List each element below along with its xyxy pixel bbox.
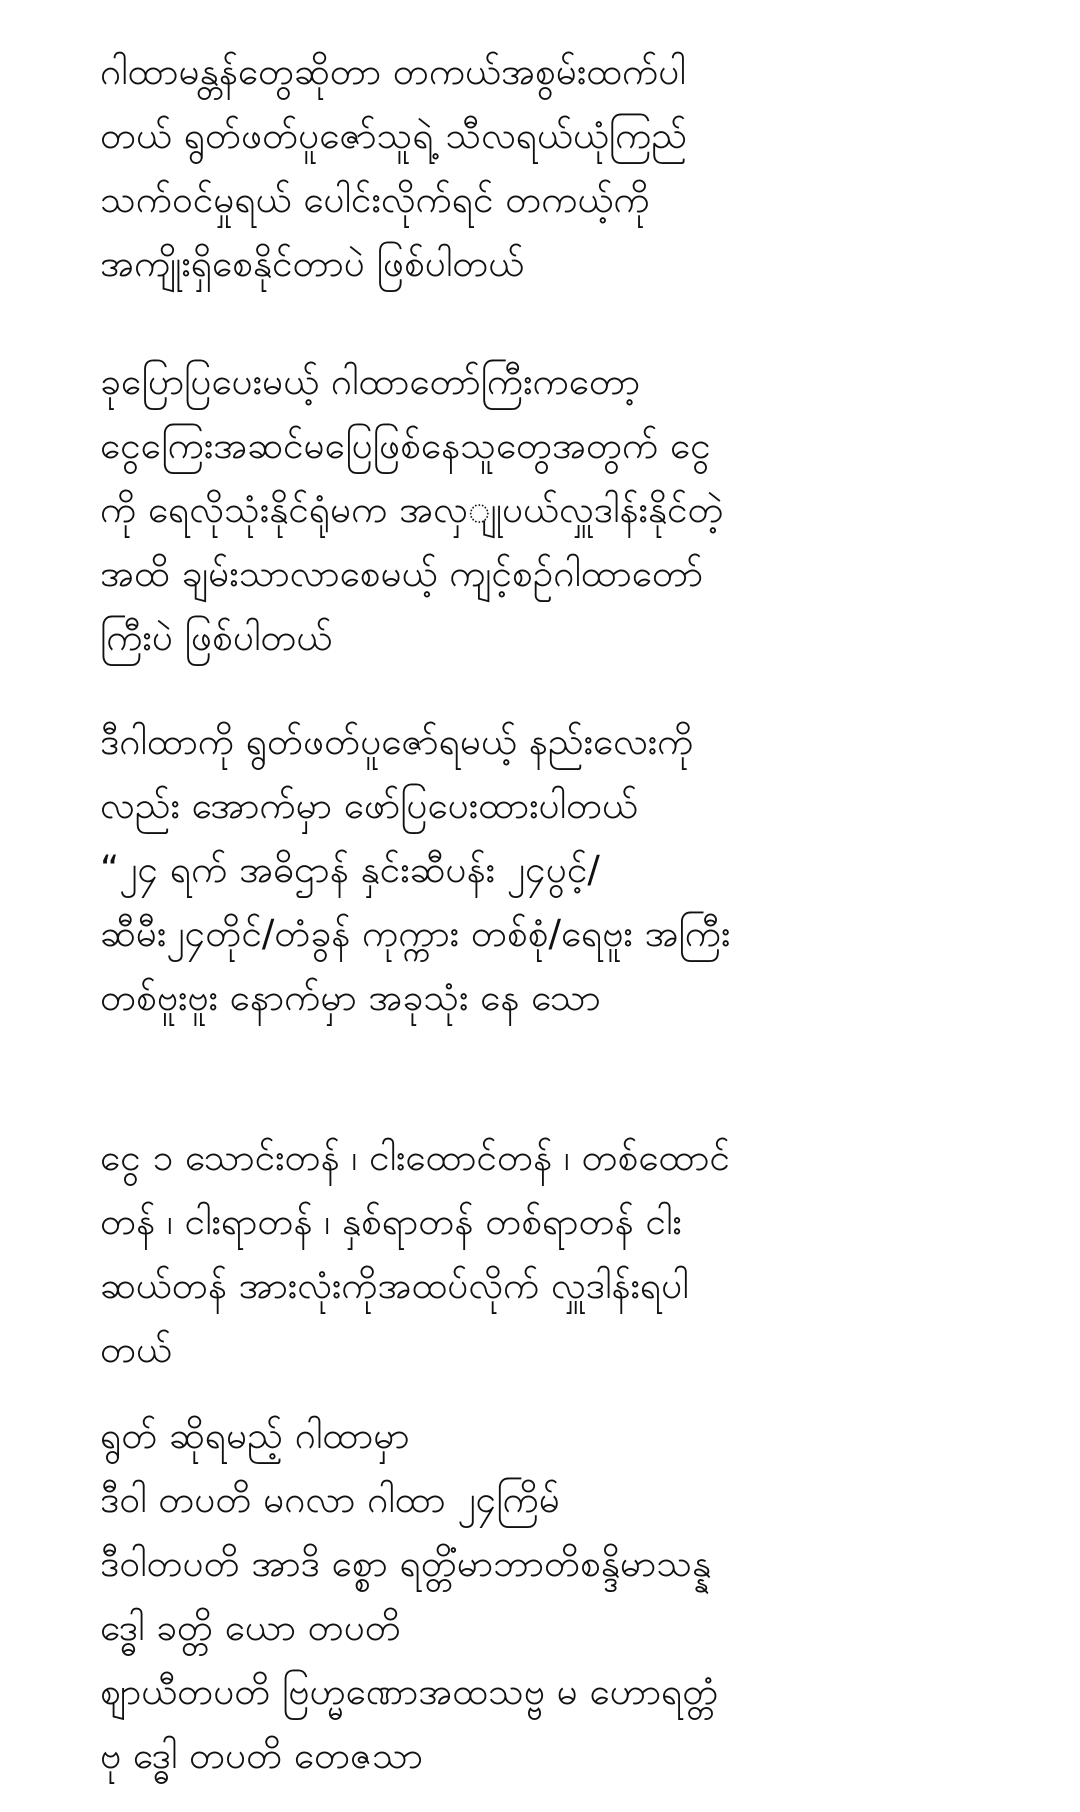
paragraph-gatha-description — [100, 350, 1000, 670]
text-line: ဆယ်တန် အားလုံးကိုအထပ်လိုက် လှူဒါန်းရပါ — [100, 1264, 689, 1307]
text-line: “၂၄ ရက် အဓိဌာန် နှင်းဆီပန်း ၂၄ပွင့်/ — [100, 848, 600, 891]
text-line: လည်း အောက်မှာ ဖော်ပြပေးထားပါတယ် — [100, 784, 638, 827]
text-line: ခုပြောပြပေးမယ့် ဂါထာတော်ကြီးကတော့ — [100, 360, 641, 403]
paragraph-gatha-text — [100, 1404, 1000, 1788]
text-line: ဒီဝါ တပတိ မဂလာ ဂါထာ ၂၄ကြိမ် — [100, 1478, 560, 1521]
text-line: ဈာယီတပတိ ဗြဟ္မဏောအထသဗ္ဗ မ ဟောရတ္တံ — [100, 1670, 719, 1713]
paragraph-offerings — [100, 1126, 1000, 1382]
paragraph-method — [100, 710, 1000, 1030]
text-line: ဗု ဒ္ဓေါ တပတိ တေဇသာ — [100, 1734, 424, 1777]
text-line: အကျိုးရှိစေနိုင်တာပဲ ဖြစ်ပါတယ် — [100, 242, 525, 285]
text-line: ရွတ် ဆိုရမည့် ဂါထာမှာ — [100, 1414, 410, 1457]
text-line: တယ် ရွတ်ဖတ်ပူဇော်သူရဲ့ သီလရယ်ယုံကြည် — [100, 114, 688, 157]
text-line: အထိ ချမ်းသာလာစေမယ့် ကျင့်စဉ်ဂါထာတော် — [100, 552, 704, 595]
text-line: ကြီးပဲ ဖြစ်ပါတယ် — [100, 616, 333, 659]
text-line: ငွေကြေးအဆင်မပြေဖြစ်နေသူတွေအတွက် ငွေ — [100, 424, 711, 467]
text-line: ဆီမီး၂၄တိုင်/တံခွန် ကုက္ကား တစ်စုံ/ရေဗူး အကြီး — [100, 912, 731, 955]
text-line: တန် ၊ ငါးရာတန် ၊ နှစ်ရာတန် တစ်ရာတန် ငါး — [100, 1200, 682, 1243]
text-line: တယ် — [100, 1328, 172, 1371]
paragraph-intro — [100, 40, 1000, 296]
text-line: ဒ္ဓေါ ခတ္တိ ယော တပတိ — [100, 1606, 401, 1649]
text-line: ဒီဂါထာကို ရွတ်ဖတ်ပူဇော်ရမယ့် နည်းလေးကို — [100, 720, 694, 763]
text-line: ကို ရေလိုသုံးနိုင်ရုံမက အလှျုပယ်လှူဒါန်းနိုင်တဲ့ — [100, 488, 724, 531]
text-line: သက်ဝင်မှုရယ် ပေါင်းလိုက်ရင် တကယ့်ကို — [100, 178, 650, 221]
text-line: ဒီဝါတပတိ အာဒိ စ္စော ရတ္တိံမာဘာတိစန္ဒိမာသန္န — [100, 1542, 712, 1585]
text-line: ဂါထာမန္တန်တွေဆိုတာ တကယ်အစွမ်းထက်ပါ — [100, 50, 686, 93]
text-line: ငွေ ၁ သောင်းတန် ၊ ငါးထောင်တန် ၊ တစ်ထောင် — [100, 1136, 730, 1179]
text-line: တစ်ဗူးဗူး နောက်မှာ အခုသုံး နေ သော — [100, 976, 601, 1019]
